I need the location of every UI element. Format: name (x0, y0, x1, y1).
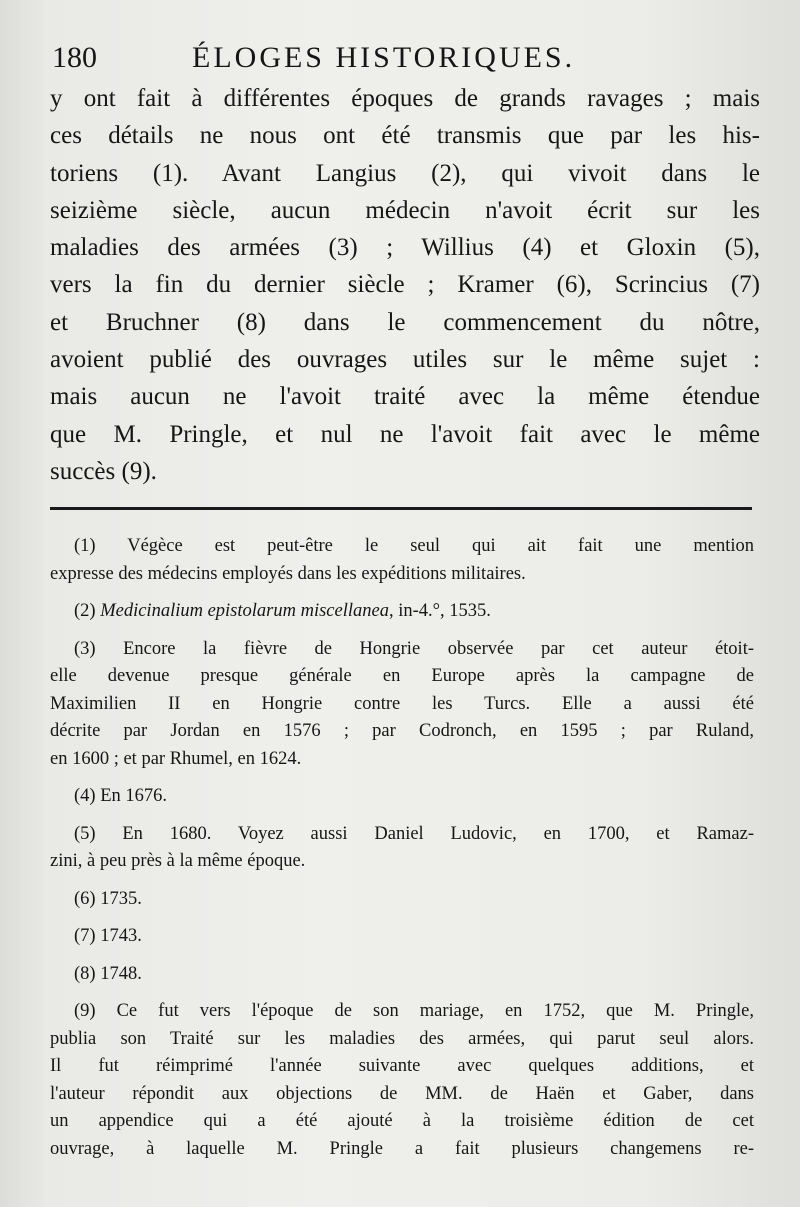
footnote-line: décrite par Jordan en 1576 ; par Codronch, en 1595 ; par Ruland, (50, 721, 754, 741)
footnote-4 (50, 783, 754, 811)
cited-work-title: Medicinalium epistolarum miscellanea (100, 601, 389, 621)
footnote-line: (7) 1743. (74, 926, 142, 946)
main-text-line: seizième siècle, aucun médecin n'avoit écrit sur les (50, 196, 760, 224)
footnote-line: (4) En 1676. (74, 786, 167, 806)
running-head: ÉLOGES HISTORIQUES. (192, 41, 576, 74)
footnote-line: publia son Traité sur les maladies des armées, qui parut seul alors. (50, 1028, 754, 1049)
main-text-line: et Bruchner (8) dans le commencement du nôtre, (50, 308, 760, 336)
footnote-line: elle devenue presque générale en Europe après la campagne de (50, 666, 754, 686)
footnote-7 (50, 923, 754, 951)
main-text-line: mais aucun ne l'avoit traité avec la même étendue (50, 383, 760, 411)
footnote-3 (50, 636, 754, 774)
footnote-9 (50, 998, 754, 1163)
footnote-line: Maximilien II en Hongrie contre les Turcs. Elle a aussi été (50, 693, 754, 714)
main-text-line: vers la fin du dernier siècle ; Kramer (6), Scrincius (7) (50, 271, 760, 299)
footnote-line: (3) Encore la fièvre de Hongrie observée par cet auteur étoit- (74, 638, 754, 659)
footnote-line: en 1600 ; et par Rhumel, en 1624. (50, 748, 302, 769)
footnotes (50, 533, 754, 1173)
footnote-line: (8) 1748. (74, 963, 142, 984)
footnote-separator-rule (50, 507, 752, 510)
footnote-marker: (2) (74, 601, 96, 621)
main-text-line: succès (9). (50, 457, 157, 485)
main-text-line: toriens (1). Avant Langius (2), qui vivoit dans le (50, 159, 760, 187)
footnote-6 (50, 886, 754, 914)
footnote-line: l'auteur répondit aux objections de MM. de Haën et Gaber, dans (50, 1083, 754, 1104)
footnote-line: un appendice qui a été ajouté à la troisième édition de cet (50, 1111, 754, 1131)
footnote-citation-details: , in-4.°, 1535. (388, 601, 491, 621)
footnote-line: ouvrage, à laquelle M. Pringle a fait plusieurs changemens re- (50, 1138, 754, 1159)
footnote-line: (1) Végèce est peut-être le seul qui ait fait une mention (74, 536, 754, 556)
main-text-line: y ont fait à différentes époques de grands ravages ; mais (50, 85, 760, 112)
footnote-line: (6) 1735. (74, 888, 142, 909)
footnote-2 (50, 598, 754, 626)
page-number: 180 (52, 41, 97, 74)
footnote-8 (50, 961, 754, 989)
footnote-line: zini, à peu près à la même époque. (50, 851, 306, 871)
main-text-line: maladies des armées (3) ; Willius (4) et Gloxin (5), (50, 234, 760, 262)
footnote-5 (50, 821, 754, 876)
main-text-line: que M. Pringle, et nul ne l'avoit fait avec le même (50, 420, 760, 448)
page-header (52, 36, 772, 80)
main-text-line: ces détails ne nous ont été transmis que par les his- (50, 122, 760, 150)
footnote-line: (9) Ce fut vers l'époque de son mariage, en 1752, que M. Pringle, (74, 1001, 754, 1021)
footnote-line: expresse des médecins employés dans les expéditions militaires. (50, 563, 526, 584)
footnote-1 (50, 533, 754, 588)
main-text-line: avoient publié des ouvrages utiles sur le même sujet : (50, 346, 760, 374)
footnote-line: (5) En 1680. Voyez aussi Daniel Ludovic, en 1700, et Ramaz- (74, 823, 754, 844)
footnote-line: Il fut réimprimé l'année suivante avec quelques additions, et (50, 1056, 754, 1076)
main-text (50, 80, 760, 490)
footnote-line (50, 598, 754, 626)
